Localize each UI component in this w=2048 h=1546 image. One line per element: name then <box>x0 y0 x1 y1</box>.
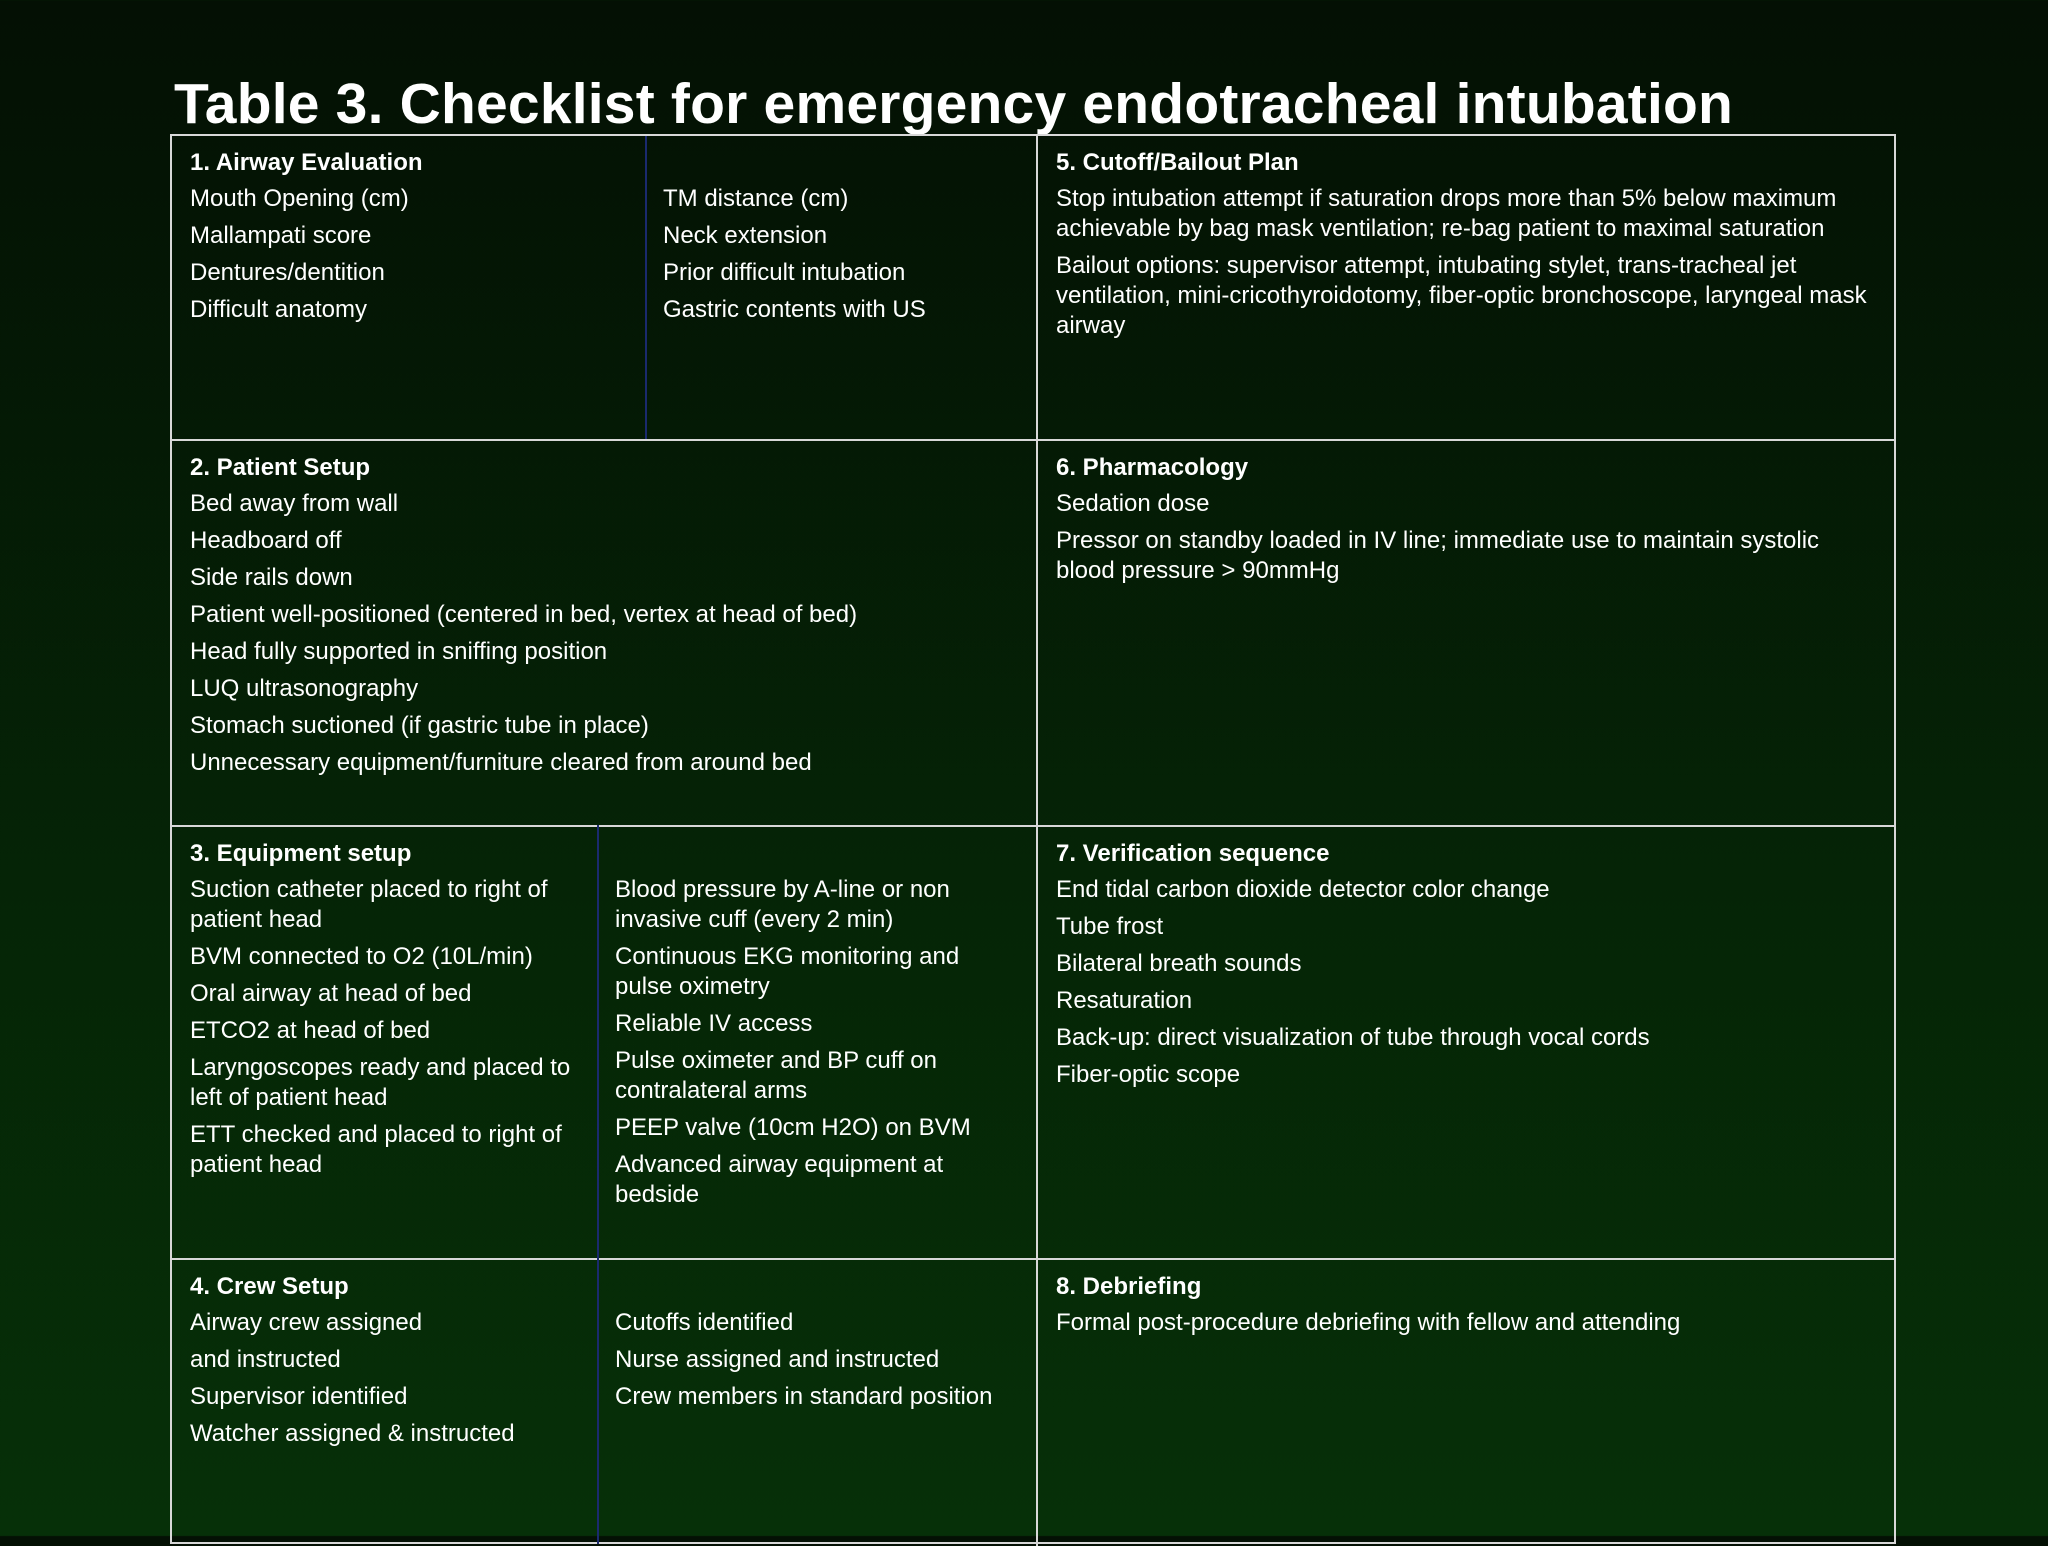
checklist-item: and instructed <box>190 1346 341 1373</box>
checklist-item: Tube frost <box>1056 913 1164 940</box>
crew-left-list <box>190 1308 590 1449</box>
checklist-item: Dentures/dentition <box>190 259 385 286</box>
checklist-item: Side rails down <box>190 564 353 591</box>
section-verification-sequence <box>1038 827 1894 1258</box>
checklist-item: Back-up: direct visualization of tube through vocal cords <box>1056 1024 1650 1051</box>
checklist-item: ETT checked and placed to right of patient head <box>190 1121 562 1178</box>
section-patient-setup <box>172 441 1036 825</box>
section-airway-evaluation <box>172 136 1036 439</box>
checklist-item: Headboard off <box>190 527 342 554</box>
checklist-item: End tidal carbon dioxide detector color change <box>1056 876 1550 903</box>
checklist-item: Suction catheter placed to right of patient head <box>190 876 548 933</box>
pharmacology-list <box>1056 489 1856 586</box>
checklist-item: Head fully supported in sniffing position <box>190 638 608 665</box>
checklist-item: Mouth Opening (cm) <box>190 185 409 212</box>
equipment-left-list <box>190 875 590 1180</box>
checklist-item: Watcher assigned & instructed <box>190 1420 515 1447</box>
checklist-item: ETCO2 at head of bed <box>190 1017 431 1044</box>
patient-list <box>190 489 1018 778</box>
checklist-item: LUQ ultrasonography <box>190 675 419 702</box>
section-crew-setup <box>172 1260 1036 1542</box>
checklist-item: Oral airway at head of bed <box>190 980 472 1007</box>
checklist-item: Sedation dose <box>1056 490 1210 517</box>
checklist-item: Stomach suctioned (if gastric tube in place) <box>190 712 649 739</box>
checklist-item: Pressor on standby loaded in IV line; immediate use to maintain systolic blood pressure > 90mmHg <box>1056 527 1820 584</box>
checklist-item: Formal post-procedure debriefing with fellow and attending <box>1056 1309 1681 1336</box>
checklist-item: Bailout options: supervisor attempt, intubating stylet, trans-tracheal jet ventilation, mini-cricothyroidotomy, fiber-optic bronchoscope, laryngeal mask airway <box>1056 252 1867 339</box>
checklist-item: Supervisor identified <box>190 1383 408 1410</box>
checklist-item: Stop intubation attempt if saturation drops more than 5% below maximum achievable by bag mask ventilation; re-bag patient to maximal saturation <box>1056 185 1837 242</box>
checklist-item: Resaturation <box>1056 987 1193 1014</box>
checklist-item: Mallampati score <box>190 222 372 249</box>
cutoff-list <box>1056 184 1886 341</box>
checklist-item: TM distance (cm) <box>663 185 849 212</box>
checklist-item: Prior difficult intubation <box>663 259 906 286</box>
checklist-item: Unnecessary equipment/furniture cleared from around bed <box>190 749 812 776</box>
section-equipment-setup <box>172 827 1036 1258</box>
checklist-item: Reliable IV access <box>615 1010 813 1037</box>
crew-right-list <box>615 1308 1020 1412</box>
section-cutoff-bailout-plan <box>1038 136 1894 439</box>
checklist-item: Blood pressure by A-line or non invasive cuff (every 2 min) <box>615 876 950 933</box>
equipment-right-list <box>615 875 1020 1210</box>
section-heading: 5. Cutoff/Bailout Plan <box>1056 149 1299 176</box>
checklist-item: Neck extension <box>663 222 828 249</box>
section-heading: 2. Patient Setup <box>190 454 371 481</box>
checklist-item: Continuous EKG monitoring and pulse oximetry <box>615 943 960 1000</box>
checklist-item: Crew members in standard position <box>615 1383 993 1410</box>
verification-list <box>1056 875 1876 1090</box>
airway-right-list <box>663 184 1023 325</box>
airway-left-list <box>190 184 630 325</box>
debriefing-list <box>1056 1308 1876 1338</box>
section-heading: 7. Verification sequence <box>1056 840 1330 867</box>
section-pharmacology <box>1038 441 1894 825</box>
checklist-item: Bilateral breath sounds <box>1056 950 1302 977</box>
checklist-item: Gastric contents with US <box>663 296 926 323</box>
section-debriefing <box>1038 1260 1894 1542</box>
checklist-item: Pulse oximeter and BP cuff on contralateral arms <box>615 1047 937 1104</box>
checklist-table <box>170 134 1896 1544</box>
section-heading: 3. Equipment setup <box>190 840 412 867</box>
checklist-item: Patient well-positioned (centered in bed, vertex at head of bed) <box>190 601 858 628</box>
checklist-item: Laryngoscopes ready and placed to left of patient head <box>190 1054 571 1111</box>
checklist-item: Nurse assigned and instructed <box>615 1346 940 1373</box>
section-heading: 1. Airway Evaluation <box>190 149 423 176</box>
section-heading: 8. Debriefing <box>1056 1273 1202 1300</box>
checklist-item: Airway crew assigned <box>190 1309 423 1336</box>
page-title: Table 3. Checklist for emergency endotracheal intubation <box>174 72 1734 136</box>
section-heading: 6. Pharmacology <box>1056 454 1249 481</box>
checklist-item: Advanced airway equipment at bedside <box>615 1151 944 1208</box>
checklist-item: BVM connected to O2 (10L/min) <box>190 943 533 970</box>
checklist-item: PEEP valve (10cm H2O) on BVM <box>615 1114 971 1141</box>
checklist-item: Fiber-optic scope <box>1056 1061 1241 1088</box>
section-heading: 4. Crew Setup <box>190 1273 349 1300</box>
checklist-item: Difficult anatomy <box>190 296 367 323</box>
checklist-item: Cutoffs identified <box>615 1309 794 1336</box>
checklist-item: Bed away from wall <box>190 490 399 517</box>
